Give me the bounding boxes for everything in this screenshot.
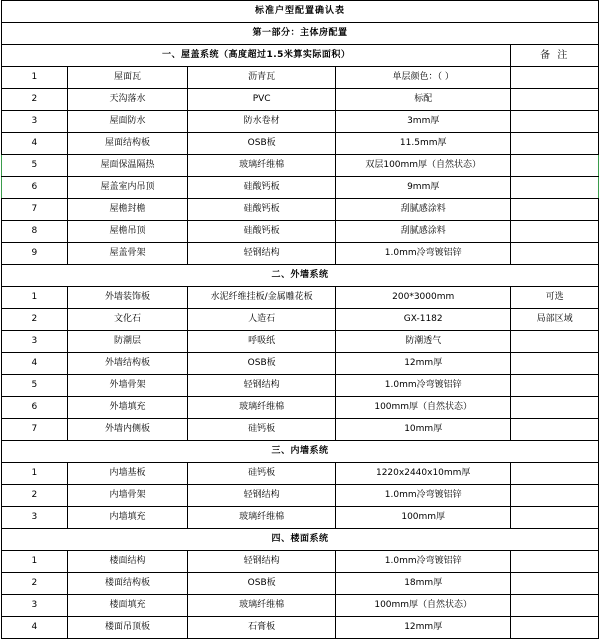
table-row — [2, 573, 599, 595]
row-index: 6 — [2, 397, 68, 419]
row-remark — [511, 353, 599, 375]
row-part: 屋檐封檐 — [67, 199, 187, 221]
row-spec: 单层颜色：（ ） — [336, 67, 511, 89]
section-header-exterior-wall — [2, 265, 599, 287]
row-spec: 1.0mm冷弯镀铝锌 — [336, 375, 511, 397]
document-subtitle-row — [2, 23, 599, 45]
row-spec: 1220x2440x10mm厚 — [336, 463, 511, 485]
table-row — [2, 595, 599, 617]
row-part: 外墙结构板 — [67, 353, 187, 375]
table-row — [2, 485, 599, 507]
row-remark — [511, 243, 599, 265]
row-material: OSB板 — [188, 353, 336, 375]
table-row — [2, 375, 599, 397]
row-material: OSB板 — [188, 133, 336, 155]
row-index: 2 — [2, 309, 68, 331]
row-index: 9 — [2, 243, 68, 265]
row-material: 玻璃纤维棉 — [188, 507, 336, 529]
table-row — [2, 67, 599, 89]
table-row-highlighted — [2, 155, 599, 177]
row-spec: 11.5mm厚 — [336, 133, 511, 155]
row-material: 玻璃纤维棉 — [188, 397, 336, 419]
row-part: 防潮层 — [67, 331, 187, 353]
row-index: 1 — [2, 287, 68, 309]
row-index: 3 — [2, 331, 68, 353]
row-index: 1 — [2, 67, 68, 89]
row-spec: 18mm厚 — [336, 573, 511, 595]
row-spec: 1.0mm冷弯镀铝锌 — [336, 485, 511, 507]
table-row — [2, 243, 599, 265]
row-remark — [511, 221, 599, 243]
table-row — [2, 331, 599, 353]
row-part: 屋盖室内吊顶 — [67, 177, 187, 199]
row-index: 3 — [2, 595, 68, 617]
row-index: 3 — [2, 111, 68, 133]
row-remark — [511, 551, 599, 573]
row-part: 内墙填充 — [67, 507, 187, 529]
row-spec: 100mm厚 — [336, 507, 511, 529]
table-row — [2, 89, 599, 111]
row-spec: 100mm厚（自然状态） — [336, 595, 511, 617]
row-remark: 可选 — [511, 287, 599, 309]
row-index: 2 — [2, 89, 68, 111]
row-remark — [511, 463, 599, 485]
table-row — [2, 551, 599, 573]
remark-column-header: 备 注 — [511, 45, 599, 67]
section-header-floor — [2, 529, 599, 551]
row-remark — [511, 595, 599, 617]
row-remark — [511, 155, 599, 177]
row-remark — [511, 397, 599, 419]
row-remark — [511, 111, 599, 133]
table-row — [2, 353, 599, 375]
row-remark — [511, 485, 599, 507]
row-spec: 3mm厚 — [336, 111, 511, 133]
table-row — [2, 397, 599, 419]
row-spec: 100mm厚（自然状态） — [336, 397, 511, 419]
row-part: 屋面结构板 — [67, 133, 187, 155]
row-part: 外墙填充 — [67, 397, 187, 419]
row-part: 内墙骨架 — [67, 485, 187, 507]
row-spec: 10mm厚 — [336, 419, 511, 441]
table-row — [2, 507, 599, 529]
row-part: 外墙内侧板 — [67, 419, 187, 441]
page-subtitle: 第一部分：主体房配置 — [2, 23, 599, 45]
row-index: 3 — [2, 507, 68, 529]
row-material: 硅酸钙板 — [188, 177, 336, 199]
row-material: PVC — [188, 89, 336, 111]
row-material: 轻钢结构 — [188, 551, 336, 573]
configuration-table — [1, 0, 599, 639]
row-spec: 防潮透气 — [336, 331, 511, 353]
table-row — [2, 309, 599, 331]
row-index: 2 — [2, 573, 68, 595]
row-remark — [511, 617, 599, 639]
row-part: 楼面填充 — [67, 595, 187, 617]
row-remark — [511, 507, 599, 529]
row-remark — [511, 375, 599, 397]
table-row — [2, 221, 599, 243]
row-material: 水泥纤维挂板/金属雕花板 — [188, 287, 336, 309]
row-part: 文化石 — [67, 309, 187, 331]
row-spec: 12mm厚 — [336, 353, 511, 375]
row-index: 4 — [2, 617, 68, 639]
row-remark — [511, 133, 599, 155]
row-part: 屋盖骨架 — [67, 243, 187, 265]
row-index: 5 — [2, 375, 68, 397]
row-part: 楼面吊顶板 — [67, 617, 187, 639]
section-title: 二、外墙系统 — [2, 265, 599, 287]
row-spec: 200*3000mm — [336, 287, 511, 309]
row-index: 7 — [2, 199, 68, 221]
row-spec: 12mm厚 — [336, 617, 511, 639]
row-material: 防水卷材 — [188, 111, 336, 133]
table-body — [2, 1, 599, 639]
row-remark — [511, 177, 599, 199]
table-row — [2, 287, 599, 309]
row-part: 楼面结构 — [67, 551, 187, 573]
section-header-interior-wall — [2, 441, 599, 463]
row-remark — [511, 67, 599, 89]
row-index: 1 — [2, 551, 68, 573]
row-material: 轻钢结构 — [188, 375, 336, 397]
row-remark — [511, 419, 599, 441]
row-material: 玻璃纤维棉 — [188, 155, 336, 177]
table-row — [2, 111, 599, 133]
row-material: 人造石 — [188, 309, 336, 331]
row-spec: 刮腻感涂料 — [336, 199, 511, 221]
row-material: 硅酸钙板 — [188, 221, 336, 243]
row-material: 沥青瓦 — [188, 67, 336, 89]
table-row — [2, 617, 599, 639]
section-title: 三、内墙系统 — [2, 441, 599, 463]
table-row — [2, 133, 599, 155]
row-remark: 局部区域 — [511, 309, 599, 331]
row-index: 5 — [2, 155, 68, 177]
page-title: 标准户型配置确认表 — [2, 1, 599, 23]
row-spec: 标配 — [336, 89, 511, 111]
row-material: 硅钙板 — [188, 419, 336, 441]
row-remark — [511, 89, 599, 111]
document-title-row — [2, 1, 599, 23]
row-material: 石膏板 — [188, 617, 336, 639]
row-index: 4 — [2, 353, 68, 375]
row-remark — [511, 199, 599, 221]
row-part: 屋面防水 — [67, 111, 187, 133]
row-material: 玻璃纤维棉 — [188, 595, 336, 617]
row-part: 屋面瓦 — [67, 67, 187, 89]
row-spec: 1.0mm冷弯镀铝锌 — [336, 551, 511, 573]
row-part: 天沟落水 — [67, 89, 187, 111]
table-row — [2, 463, 599, 485]
row-part: 外墙骨架 — [67, 375, 187, 397]
row-material: 硅钙板 — [188, 463, 336, 485]
row-material: 轻钢结构 — [188, 243, 336, 265]
row-material: 硅酸钙板 — [188, 199, 336, 221]
row-index: 6 — [2, 177, 68, 199]
row-index: 2 — [2, 485, 68, 507]
row-spec: 1.0mm冷弯镀铝锌 — [336, 243, 511, 265]
table-row — [2, 419, 599, 441]
row-material: OSB板 — [188, 573, 336, 595]
row-part: 楼面结构板 — [67, 573, 187, 595]
row-index: 1 — [2, 463, 68, 485]
row-remark — [511, 331, 599, 353]
row-material: 呼吸纸 — [188, 331, 336, 353]
table-row-highlighted — [2, 177, 599, 199]
section-title: 四、楼面系统 — [2, 529, 599, 551]
row-part: 屋面保温隔热 — [67, 155, 187, 177]
row-index: 8 — [2, 221, 68, 243]
row-part: 外墙装饰板 — [67, 287, 187, 309]
section-title: 一、屋盖系统（高度超过1.5米算实际面积） — [2, 45, 511, 67]
section-header-roof — [2, 45, 599, 67]
row-index: 4 — [2, 133, 68, 155]
row-index: 7 — [2, 419, 68, 441]
row-part: 内墙基板 — [67, 463, 187, 485]
row-spec: 刮腻感涂料 — [336, 221, 511, 243]
row-part: 屋檐吊顶 — [67, 221, 187, 243]
row-remark — [511, 573, 599, 595]
row-spec: 双层100mm厚（自然状态） — [336, 155, 511, 177]
row-material: 轻钢结构 — [188, 485, 336, 507]
table-row — [2, 199, 599, 221]
row-spec: 9mm厚 — [336, 177, 511, 199]
row-spec: GX-1182 — [336, 309, 511, 331]
